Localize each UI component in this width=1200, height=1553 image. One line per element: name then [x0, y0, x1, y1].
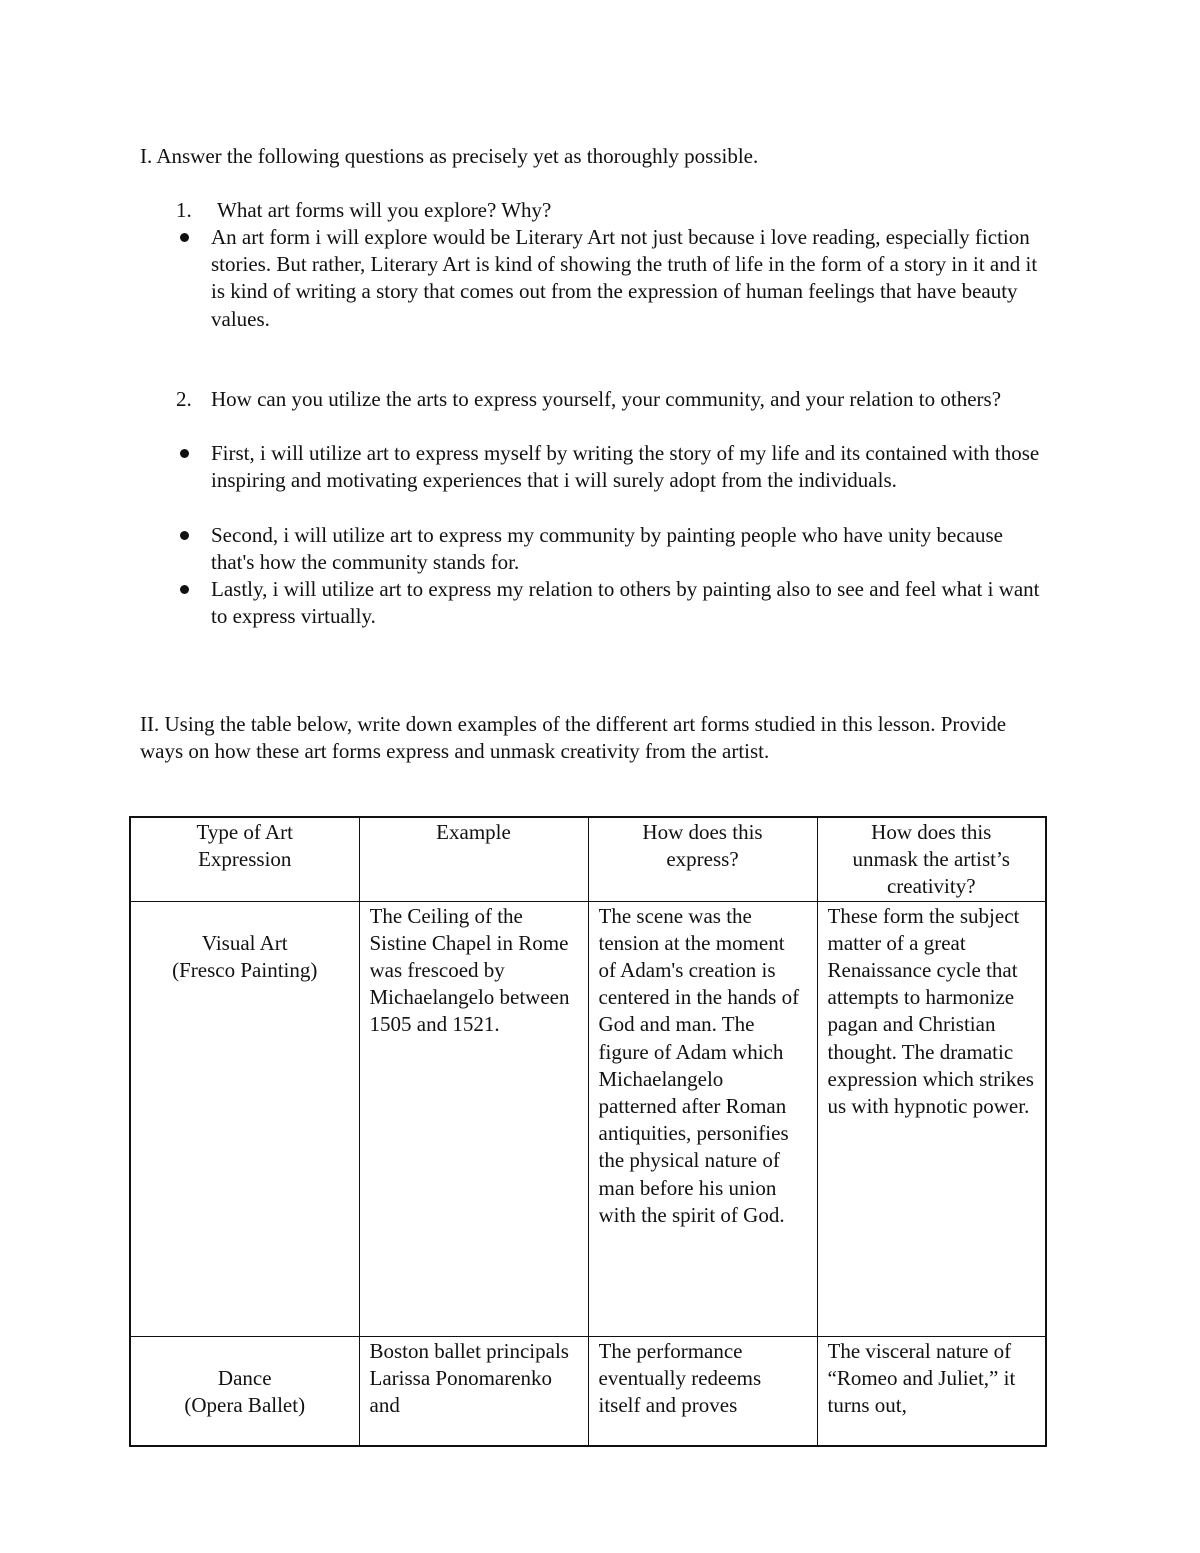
header-express-label: How does this express? [642, 820, 763, 872]
example-text: The Ceiling of the Sistine Chapel in Rome was frescoed by Michaelangelo between 1505 and 1521. [369, 903, 570, 1037]
question-2-text: How can you utilize the arts to express yourself, your community, and your relation to others? [211, 387, 1002, 411]
type-name: Visual Art [201, 930, 288, 955]
section-1-heading: I. Answer the following questions as precisely yet as thoroughly possible. [140, 144, 759, 168]
unmask-cell [817, 901, 1046, 1336]
header-unmask [817, 817, 1046, 901]
question-2-answer-2: Second, i will utilize art to express my community by painting people who have unity because that's how the community stands for. [211, 523, 1003, 575]
bullet-icon [180, 531, 189, 540]
express-cell [588, 901, 817, 1336]
header-example [359, 817, 588, 901]
question-1-number: 1. [176, 198, 192, 222]
bullet-icon [180, 449, 189, 458]
header-express [588, 817, 817, 901]
type-sub: (Opera Ballet) [184, 1392, 306, 1417]
example-cell [359, 901, 588, 1336]
section-2-heading: II. Using the table below, write down examples of the different art forms studied in this lesson. Provide ways on how these art forms express and unmask creativity from the artist. [140, 712, 1007, 764]
bullet-icon [180, 233, 189, 242]
question-2-number: 2. [176, 387, 192, 411]
question-1-text: What art forms will you explore? Why? [217, 198, 552, 222]
header-type-label: Type of Art Expression [196, 820, 293, 872]
type-sub: (Fresco Painting) [172, 957, 318, 982]
table-row [130, 1336, 1046, 1446]
question-2-answer-3: Lastly, i will utilize art to express my relation to others by painting also to see and feel what i want to express virtually. [211, 577, 1040, 629]
express-text: The scene was the tension at the moment of Adam's creation is centered in the hands of God and man. The figure of Adam which Michaelangelo patterned after Roman antiquities, personifies the physical nature of man before his union with the spirit of God. [598, 903, 800, 1227]
question-2-answer-1: First, i will utilize art to express myself by writing the story of my life and its contained with those inspiring and motivating experiences that i will surely adopt from the individuals. [211, 441, 1040, 493]
type-cell [130, 1336, 359, 1446]
express-cell [588, 1336, 817, 1446]
question-1-answer: An art form i will explore would be Literary Art not just because i love reading, especially fiction stories. But rather, Literary Art is kind of showing the truth of life in the form of a story in it and it is kind of writing a story that comes out from the expression of human feelings that have beauty values. [211, 225, 1038, 331]
unmask-text: These form the subject matter of a great Renaissance cycle that attempts to harmonize pagan and Christian thought. The dramatic expression which strikes us with hypnotic power. [827, 903, 1034, 1119]
express-text: The performance eventually redeems itself and proves [598, 1338, 762, 1418]
header-type [130, 817, 359, 901]
type-cell [130, 901, 359, 1336]
table-header-row [130, 817, 1046, 901]
unmask-cell [817, 1336, 1046, 1446]
example-cell [359, 1336, 588, 1446]
bullet-icon [180, 585, 189, 594]
unmask-text: The visceral nature of “Romeo and Juliet,” it turns out, [827, 1338, 1016, 1418]
header-example-label: Example [436, 820, 511, 844]
type-name: Dance [217, 1365, 272, 1390]
art-forms-table [129, 816, 1047, 1447]
header-unmask-label: How does this unmask the artist’s creativity? [852, 820, 1010, 899]
example-text: Boston ballet principals Larissa Ponomarenko and [369, 1338, 569, 1418]
table-row [130, 901, 1046, 1336]
